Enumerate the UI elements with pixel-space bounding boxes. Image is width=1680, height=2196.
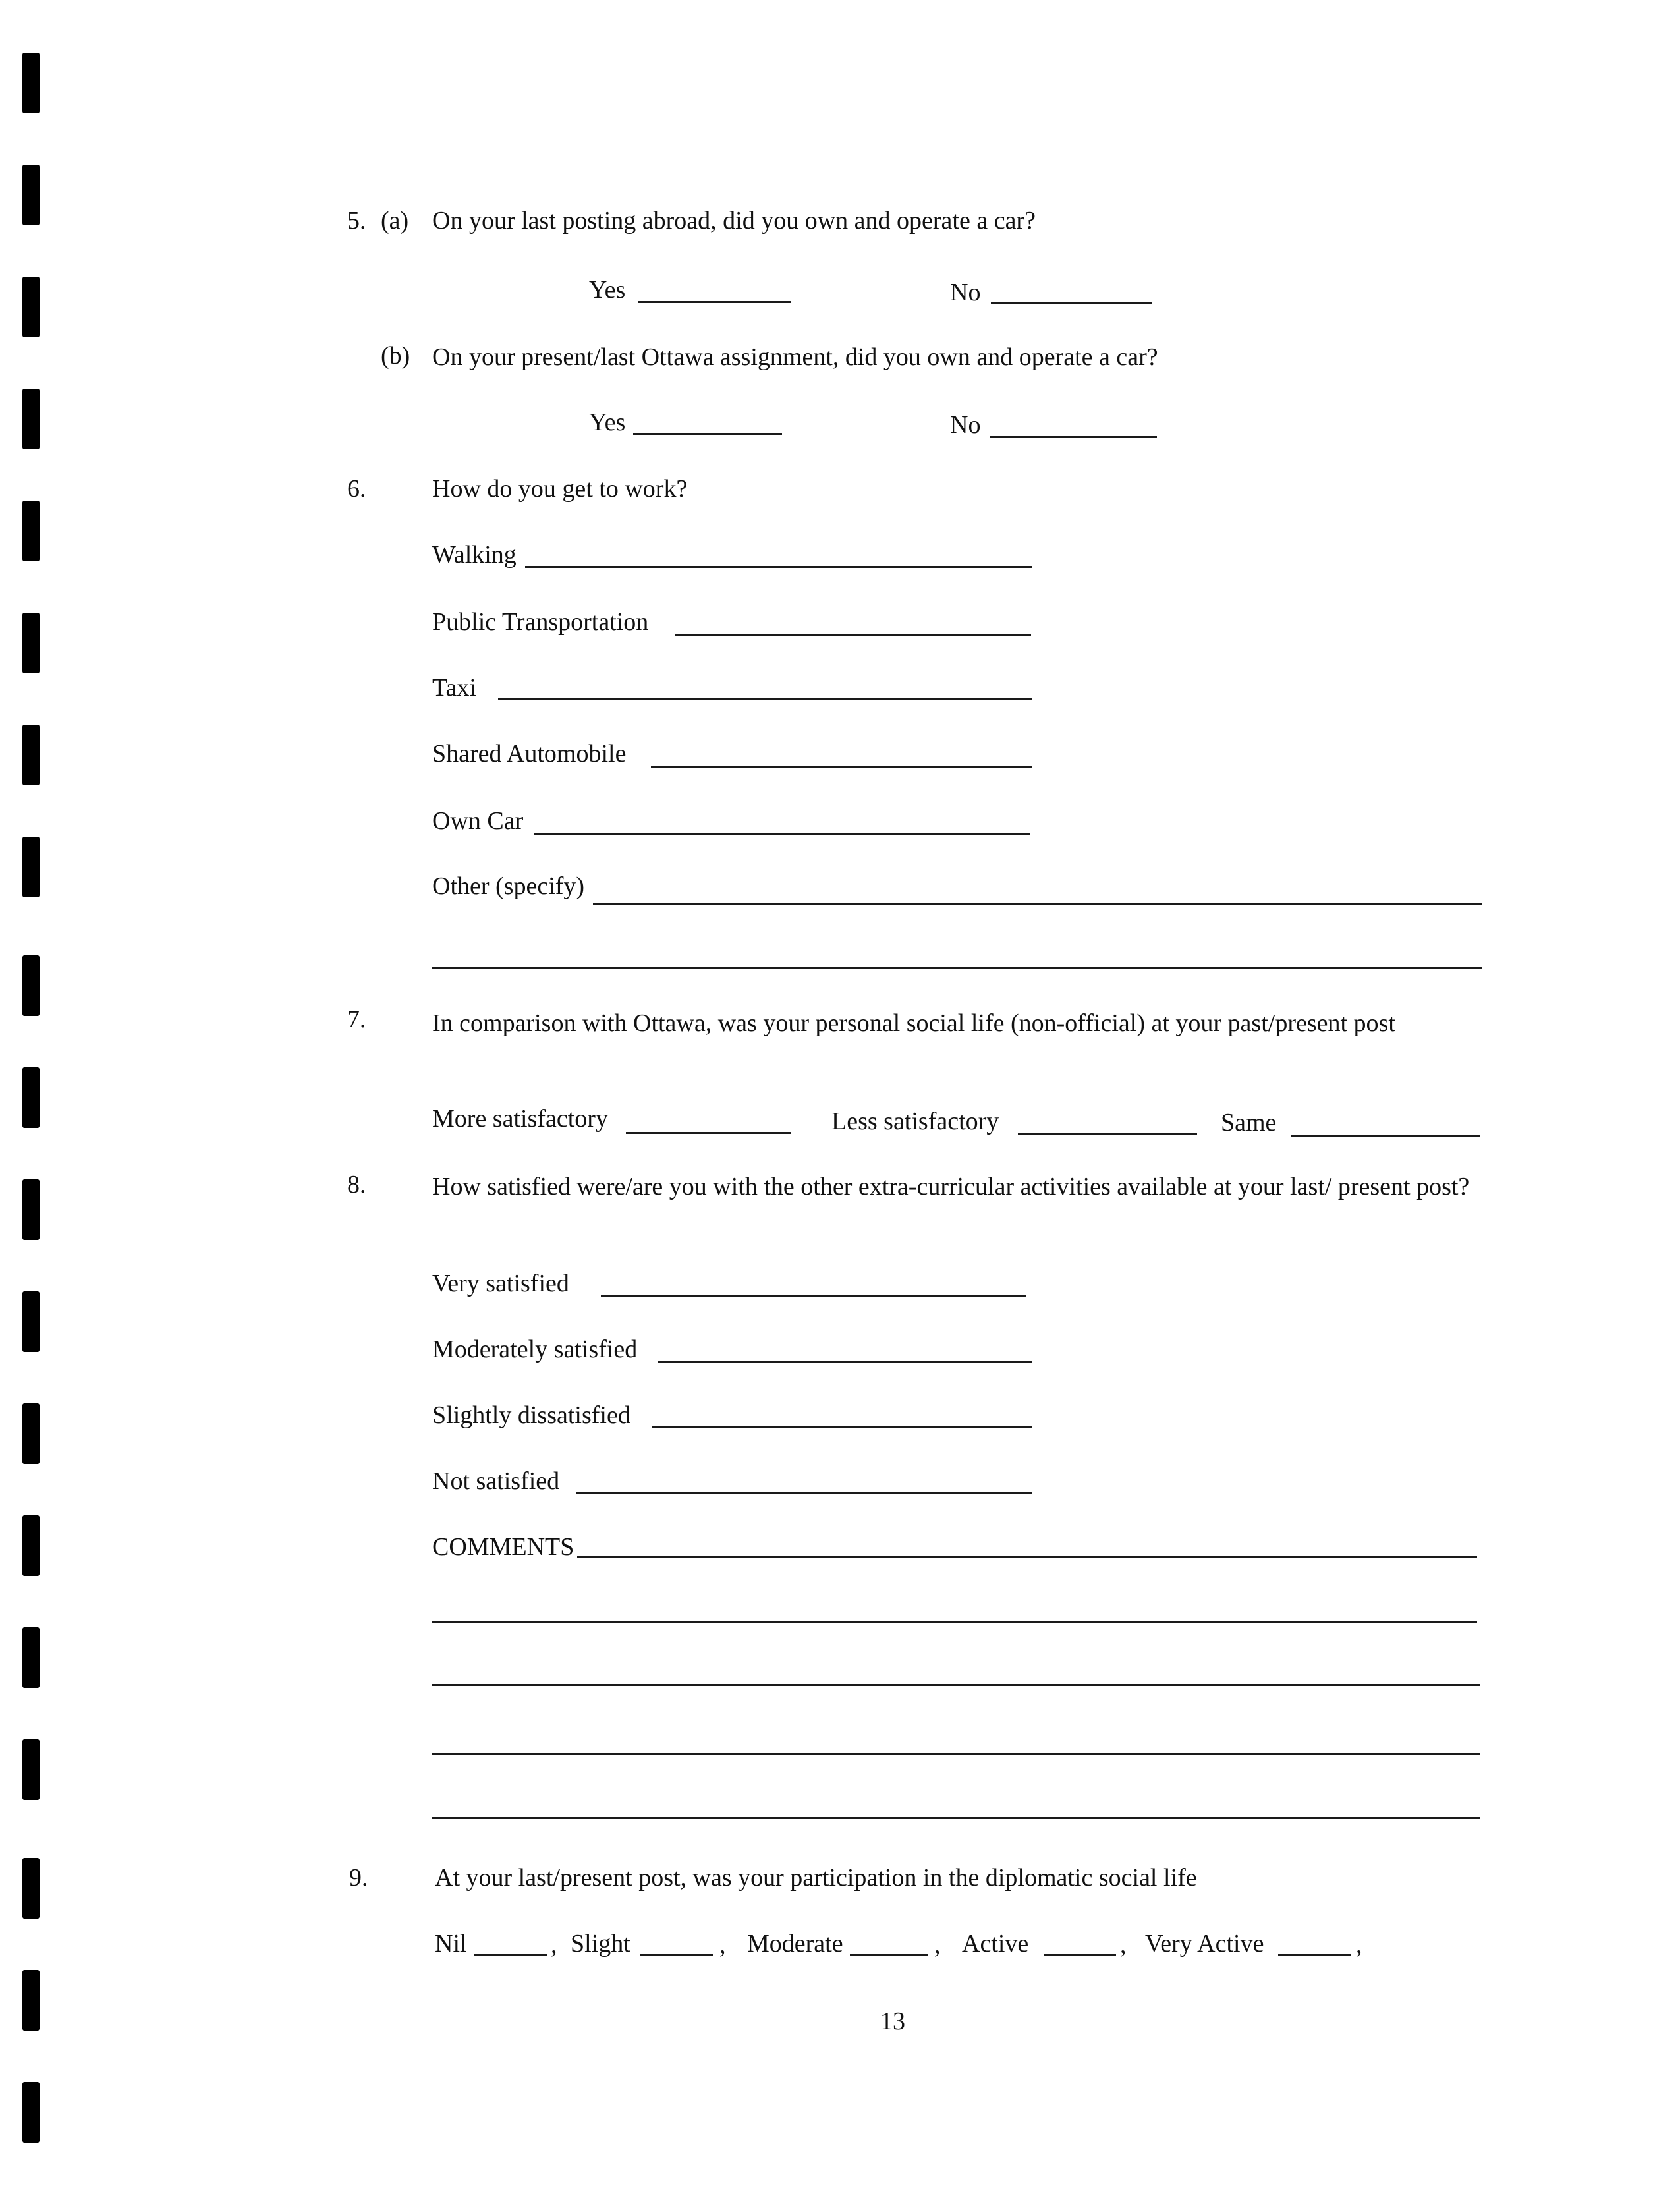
q8-slightly-dissatisfied-blank[interactable] bbox=[652, 1426, 1032, 1428]
q5a-no-label: No bbox=[950, 279, 981, 306]
q9-separator: , bbox=[551, 1931, 557, 1959]
q8-option-not-satisfied: Not satisfied bbox=[432, 1467, 560, 1495]
q7-same-blank[interactable] bbox=[1291, 1135, 1480, 1137]
binding-hole bbox=[22, 2082, 40, 2143]
q9-number: 9. bbox=[349, 1864, 368, 1892]
q8-option-moderately-satisfied: Moderately satisfied bbox=[432, 1336, 638, 1363]
binding-hole bbox=[22, 725, 40, 785]
q8-option-slightly-dissatisfied: Slightly dissatisfied bbox=[432, 1401, 630, 1429]
q9-moderate-blank[interactable] bbox=[850, 1954, 928, 1956]
q7-number: 7. bbox=[347, 1005, 366, 1033]
q9-option-nil: Nil bbox=[435, 1930, 467, 1957]
binding-hole bbox=[22, 1970, 40, 2031]
q9-very-active-blank[interactable] bbox=[1278, 1954, 1351, 1956]
q6-option-walking: Walking bbox=[432, 541, 517, 569]
q6-number: 6. bbox=[347, 475, 366, 503]
q8-comments-line[interactable] bbox=[432, 1753, 1480, 1755]
q8-number: 8. bbox=[347, 1171, 366, 1198]
q8-very-satisfied-blank[interactable] bbox=[601, 1295, 1026, 1297]
q7-option-less-satisfactory: Less satisfactory bbox=[831, 1108, 999, 1135]
binding-hole bbox=[22, 1515, 40, 1576]
q6-shared-automobile-blank[interactable] bbox=[651, 766, 1032, 768]
q6-other-blank[interactable] bbox=[593, 903, 1482, 905]
q9-option-very-active: Very Active bbox=[1145, 1930, 1264, 1957]
binding-hole bbox=[22, 53, 40, 113]
q9-separator: , bbox=[1120, 1931, 1127, 1959]
binding-hole bbox=[22, 389, 40, 449]
q5a-yes-label: Yes bbox=[589, 276, 626, 304]
q8-comments-line[interactable] bbox=[577, 1556, 1477, 1558]
binding-hole bbox=[22, 1627, 40, 1688]
q6-option-public-transportation: Public Transportation bbox=[432, 608, 649, 636]
q6-walking-blank[interactable] bbox=[525, 566, 1032, 568]
q6-option-other-specify: Other (specify) bbox=[432, 872, 585, 900]
q8-comments-label: COMMENTS bbox=[432, 1533, 574, 1561]
q8-moderately-satisfied-blank[interactable] bbox=[658, 1361, 1032, 1363]
binding-hole bbox=[22, 1179, 40, 1240]
q7-question: In comparison with Ottawa, was your personal social life (non-official) at your past/present post bbox=[432, 1009, 1395, 1037]
q8-comments-line[interactable] bbox=[432, 1684, 1480, 1686]
q5a-yes-blank[interactable] bbox=[638, 301, 791, 303]
q6-own-car-blank[interactable] bbox=[534, 833, 1030, 835]
binding-hole bbox=[22, 955, 40, 1016]
q6-other-blank-line-2[interactable] bbox=[432, 967, 1482, 969]
q5b-yes-label: Yes bbox=[589, 408, 626, 436]
q6-taxi-blank[interactable] bbox=[498, 698, 1032, 700]
q5b-yes-blank[interactable] bbox=[633, 433, 782, 435]
binding-hole bbox=[22, 277, 40, 337]
q8-not-satisfied-blank[interactable] bbox=[576, 1492, 1032, 1494]
q7-option-more-satisfactory: More satisfactory bbox=[432, 1105, 608, 1133]
q9-separator: , bbox=[934, 1931, 941, 1959]
q9-option-slight: Slight bbox=[571, 1930, 630, 1957]
q5b-label: (b) bbox=[381, 342, 410, 370]
q8-comments-line[interactable] bbox=[432, 1817, 1480, 1819]
q6-public-transportation-blank[interactable] bbox=[675, 634, 1031, 636]
q9-option-active: Active bbox=[962, 1930, 1029, 1957]
q5b-no-blank[interactable] bbox=[990, 436, 1157, 438]
binding-hole bbox=[22, 501, 40, 561]
q9-nil-blank[interactable] bbox=[474, 1954, 547, 1956]
q9-option-moderate: Moderate bbox=[747, 1930, 843, 1957]
q7-more-satisfactory-blank[interactable] bbox=[626, 1132, 791, 1134]
q5a-question: On your last posting abroad, did you own and operate a car? bbox=[432, 207, 1036, 235]
q7-option-same: Same bbox=[1221, 1109, 1277, 1137]
binding-hole bbox=[22, 1403, 40, 1464]
q8-comments-line[interactable] bbox=[432, 1621, 1477, 1623]
binding-hole bbox=[22, 837, 40, 897]
binding-hole bbox=[22, 1291, 40, 1352]
q5b-no-label: No bbox=[950, 411, 981, 439]
q9-question: At your last/present post, was your participation in the diplomatic social life bbox=[435, 1864, 1197, 1892]
q6-question: How do you get to work? bbox=[432, 475, 688, 503]
q5-number: 5. bbox=[347, 207, 366, 235]
q9-active-blank[interactable] bbox=[1044, 1954, 1116, 1956]
q5b-question: On your present/last Ottawa assignment, did you own and operate a car? bbox=[432, 343, 1158, 371]
q8-option-very-satisfied: Very satisfied bbox=[432, 1270, 569, 1297]
q9-separator: , bbox=[719, 1931, 726, 1959]
q6-option-own-car: Own Car bbox=[432, 807, 524, 835]
binding-hole bbox=[22, 1858, 40, 1919]
q9-slight-blank[interactable] bbox=[640, 1954, 713, 1956]
q8-question: How satisfied were/are you with the other extra-curricular activities available at your last/ present post? bbox=[432, 1173, 1470, 1200]
binding-hole bbox=[22, 1067, 40, 1128]
q9-separator: , bbox=[1356, 1931, 1362, 1959]
q6-option-shared-automobile: Shared Automobile bbox=[432, 740, 627, 768]
q5a-label: (a) bbox=[381, 207, 409, 235]
q7-less-satisfactory-blank[interactable] bbox=[1018, 1133, 1197, 1135]
binding-hole bbox=[22, 613, 40, 673]
binding-hole bbox=[22, 1739, 40, 1800]
binding-hole bbox=[22, 165, 40, 225]
q6-option-taxi: Taxi bbox=[432, 674, 476, 702]
page-number: 13 bbox=[880, 2008, 905, 2035]
q5a-no-blank[interactable] bbox=[991, 302, 1152, 304]
